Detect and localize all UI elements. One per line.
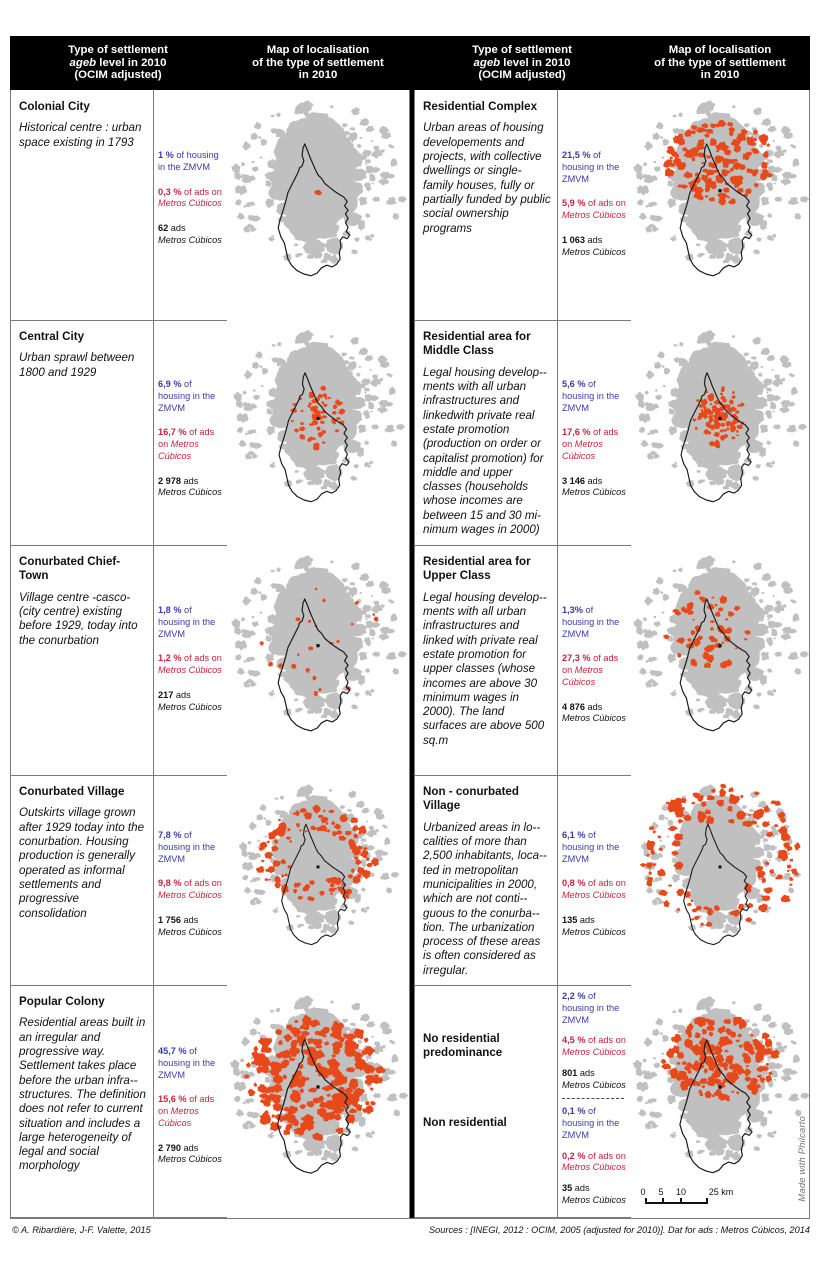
housing-share-value: 5,6 % [562,379,586,389]
city-centre-marker [718,417,721,420]
ads-share-value: 27,3 % [562,653,591,664]
settlement-stats-cell [557,545,631,775]
ads-count-value: 3 146 [562,475,585,486]
urban-footprint-layer [231,555,407,719]
housing-share-value: 2,2 % [562,991,586,1001]
ads-share-value: 0,2 % [562,1150,586,1161]
urban-footprint-layer [233,330,405,490]
housing-share-stat: 5,6 % of housing in the ZMVM [562,379,620,413]
settlement-row [415,90,809,320]
settlement-title: Non - conurbated Village [423,785,519,813]
settlement-map-cell [227,775,409,985]
scale-tick-10: 10 [675,1187,687,1197]
settlement-row [11,985,409,1218]
settlement-info-cell [11,320,153,545]
ads-count-value: 1 063 [562,234,585,245]
settlement-row [415,775,809,985]
city-centre-marker [718,189,721,192]
settlement-stats-cell [153,775,227,985]
table-grid [10,90,810,1218]
footer-divider [10,1218,810,1219]
ads-share-stat: 15,6 % of ads on Metros Cúbicos [158,1094,215,1128]
settlement-description: Urban areas of housing developements and projects, with collective dwellings or single-family houses, fully or partially funded by public social ownership programs [423,121,551,235]
ads-source-label: Metros Cúbicos [562,487,626,498]
housing-share-stat: 1,8 % of housing in the ZMVM [158,605,216,639]
settlement-location-map [631,775,809,985]
settlement-location-map [631,985,809,1218]
scale-bar-labels [639,1187,757,1198]
ads-count-value: 135 [562,914,578,925]
scale-bar-graphic [641,1198,743,1204]
settlement-description: Legal housing develop--ments with all urban infrastructures and linkedwith private real estate promotion (production on order or capitalist promotion) for middle and upper classes (households whose incomes are between 15 and 30 mi-nimum wages in 2000) [423,365,547,537]
ads-count-stat: 2 790 ads Metros Cúbicos [158,1142,222,1165]
settlement-title: Residential Complex [423,100,538,113]
ads-share-stat: 5,9 % of ads on Metros Cúbicos [562,198,626,221]
urban-footprint-layer [633,996,809,1161]
ads-share-stat: 16,7 % of ads on Metros Cúbicos [158,427,215,461]
settlement-title: Conurbated Village [19,785,125,798]
settlement-location-map [227,775,409,985]
settlement-title: Central City [19,330,85,343]
header-type-of-settlement-left: Type of settlement ageb level in 2010 (OCIM adjusted) [68,43,168,82]
settlement-info-cell [415,320,557,545]
ads-share-value: 0,3 % [158,186,182,197]
settlement-map-cell [631,985,809,1218]
settlement-row-combined [415,985,809,1218]
settlement-row [415,320,809,545]
ads-count-value: 4 876 [562,701,585,712]
settlement-row [11,545,409,775]
settlement-stats-cell [557,775,631,985]
housing-share-stat: 1 % of housing in the ZMVM [158,150,219,172]
stats-separator [562,1098,624,1099]
ads-share-stat: 0,8 % of ads on Metros Cúbicos [562,878,626,901]
header-map-of-localisation-right: Map of localisation of the type of settlement in 2010 [654,43,786,82]
settlement-stats-cell [557,90,631,320]
housing-share-stat: 45,7 % of housing in the ZMVM [158,1046,216,1080]
settlement-row [11,320,409,545]
ads-count-value: 62 [158,223,169,234]
housing-share-value: 6,9 % [158,379,182,389]
housing-share-value: 0,1 % [562,1106,586,1117]
ads-share-value: 17,6 % [562,427,591,438]
housing-share-stat: 1,3% of housing in the ZMVM [562,605,620,639]
settlement-info-cell [415,775,557,985]
ads-share-value: 15,6 % [158,1094,187,1105]
ads-count-stat: 3 146 ads Metros Cúbicos [562,475,626,498]
settlement-location-map [227,320,409,545]
ads-count-stat: 135 ads Metros Cúbicos [562,914,626,937]
settlement-map-cell [227,985,409,1218]
urban-footprint-layer [633,555,809,719]
settlement-stats-cell [153,985,227,1218]
header-map-of-localisation-left: Map of localisation of the type of settlement in 2010 [252,43,384,82]
scale-tick-0: 0 [640,1187,646,1197]
header-half-left [10,36,410,90]
ads-count-stat: 1 063 ads Metros Cúbicos [562,234,626,257]
ads-source-label: Metros Cúbicos [158,701,222,712]
settlement-row [415,545,809,775]
settlement-map-cell [631,90,809,320]
ads-source-label: Metros Cúbicos [158,926,222,937]
table-header-band [10,36,810,90]
settlement-title-no-residential-predominance: No residential predominance [423,1032,503,1060]
scale-tick-25: 25 km [708,1187,734,1197]
ads-count-stat: 1 756 ads Metros Cúbicos [158,914,222,937]
ads-share-stat: 0,2 % of ads on Metros Cúbicos [562,1150,626,1173]
ads-count-value: 1 756 [158,914,181,925]
urban-footprint-layer [231,100,407,264]
settlement-location-map [631,90,809,320]
table-right-column [414,90,810,1218]
ads-source-label: Metros Cúbicos [562,713,626,724]
ads-source-label: Metros Cúbicos [158,487,222,498]
watermark-made-with-philcarto: Made with Philcarto [796,1116,807,1202]
housing-share-stat: 2,2 % of housing in the ZMVM [562,991,620,1025]
settlement-info-cell [415,545,557,775]
housing-share-value: 21,5 % [562,150,591,160]
settlement-description: Historical centre : urban space existing in 1793 [19,121,142,149]
ads-share-value: 4,5 % [562,1035,586,1046]
settlement-description: Village centre -casco- (city centre) existing before 1929, today into the conurbation [19,590,138,647]
settlement-title: Popular Colony [19,995,105,1008]
ads-source-label: Metros Cúbicos [562,926,626,937]
settlement-stats-cell [557,320,631,545]
map-scale-bar [639,1187,757,1204]
settlement-location-map [227,545,409,775]
ads-source-label: Metros Cúbicos [562,1194,626,1205]
settlement-title: Colonial City [19,100,90,113]
credit-text: © A. Ribardière, J-F. Valette, 2015 [12,1225,151,1235]
settlement-description: Outskirts village grown after 1929 today into the conurbation. Housing production is generally operated as informal settlements and progressive consolidation [19,806,145,920]
city-centre-marker [718,644,721,647]
ads-count-stat: 2 978 ads Metros Cúbicos [158,475,222,498]
ads-share-stat: 0,3 % of ads on Metros Cúbicos [158,186,222,209]
settlement-location-map [631,545,809,775]
ads-count-value: 801 [562,1067,578,1078]
city-centre-marker [718,1085,721,1088]
housing-share-stat: 6,9 % of housing in the ZMVM [158,379,216,413]
ads-source-label: Metros Cúbicos [158,1154,222,1165]
ads-share-value: 9,8 % [158,878,182,889]
housing-share-stat: 0,1 % of housing in the ZMVM [562,1106,620,1140]
ads-share-value: 1,2 % [158,653,182,664]
housing-share-value: 1,3% [562,605,583,615]
scale-tick-5: 5 [658,1187,664,1197]
ads-share-value: 16,7 % [158,427,187,438]
ads-share-stat: 9,8 % of ads on Metros Cúbicos [158,878,222,901]
settlement-title: Residential area for Middle Class [423,330,531,358]
settlement-title-non-residential: Non residential [423,1116,507,1129]
settlement-map-cell [631,320,809,545]
settlement-location-map [227,90,409,320]
city-centre-marker [316,417,319,420]
settlement-info-cell [11,985,153,1218]
ads-count-stat: 35 ads Metros Cúbicos [562,1183,626,1205]
settlement-description: Legal housing develop--ments with all urban infrastructures and linked with private real estate promotion for upper classes (whose incomes are above 30 minimum wages in 2000). The land surfaces are above 500 sq.m [423,590,547,747]
header-half-right [414,36,810,90]
ads-count-value: 217 [158,689,174,700]
housing-share-value: 1 % [158,150,174,160]
city-centre-marker [719,865,722,868]
ads-share-stat: 27,3 % of ads on Metros Cúbicos [562,653,619,687]
housing-share-stat: 21,5 % of housing in the ZMVM [562,150,620,184]
housing-share-value: 1,8 % [158,605,182,615]
settlement-description: Urban sprawl between 1800 and 1929 [19,351,135,379]
city-centre-marker [316,1085,319,1088]
ads-count-stat: 801 ads Metros Cúbicos [562,1067,626,1090]
settlement-stats-cell [153,545,227,775]
table-left-column [10,90,410,1218]
ads-count-stat: 217 ads Metros Cúbicos [158,689,222,712]
stats-group-non-residential [562,1106,627,1206]
settlement-stats-cell-combined [557,985,631,1218]
ads-source-label: Metros Cúbicos [158,234,222,245]
ads-source-label: Metros Cúbicos [562,1079,626,1090]
sources-text: Sources : [INEGI, 2012 : OCIM, 2005 (adjusted for 2010)]. Dat for ads : Metros Cúbicos, 2014 [429,1225,810,1235]
ads-count-stat: 4 876 ads Metros Cúbicos [562,701,626,724]
settlement-row [11,775,409,985]
ads-share-stat: 17,6 % of ads on Metros Cúbicos [562,427,619,461]
ads-share-stat: 4,5 % of ads on Metros Cúbicos [562,1035,626,1058]
settlement-description: Residential areas built in an irregular and progressive way. Settlement takes place before the urban infra--structures. The definition does not refer to current situation and includes a large heterogeneity of legal and social morphology [19,1016,146,1173]
city-centre-marker [317,865,320,868]
settlement-info-cell [415,90,557,320]
settlement-map-cell [227,545,409,775]
settlement-map-cell [631,545,809,775]
housing-share-stat: 6,1 % of housing in the ZMVM [562,830,620,864]
city-centre-marker [316,644,319,647]
ads-count-value: 35 [562,1183,573,1194]
ads-source-label: Metros Cúbicos [562,246,626,257]
settlement-map-cell [227,90,409,320]
ads-count-value: 2 978 [158,475,181,486]
settlement-info-cell-combined [415,985,557,1218]
settlement-info-cell [11,775,153,985]
ads-count-stat: 62 ads Metros Cúbicos [158,223,222,245]
settlement-info-cell [11,90,153,320]
housing-share-value: 6,1 % [562,830,586,840]
settlement-map-cell [631,775,809,985]
settlement-stats-cell [153,90,227,320]
ads-share-stat: 1,2 % of ads on Metros Cúbicos [158,653,222,676]
housing-share-value: 45,7 % [158,1046,187,1056]
settlement-stats-cell [153,320,227,545]
settlement-map-cell [227,320,409,545]
ads-share-value: 5,9 % [562,198,586,209]
ads-share-value: 0,8 % [562,878,586,889]
settlement-title: Conurbated Chief-Town [19,555,121,583]
settlement-location-map [227,985,409,1218]
header-type-of-settlement-right: Type of settlement ageb level in 2010 (OCIM adjusted) [472,43,572,82]
settlement-row [11,90,409,320]
housing-share-stat: 7,8 % of housing in the ZMVM [158,830,216,864]
housing-share-value: 7,8 % [158,830,182,840]
ads-count-value: 2 790 [158,1142,181,1153]
settlement-location-map [631,320,809,545]
stats-group-no-residential-predominance [562,991,627,1091]
settlement-description: Urbanized areas in lo--calities of more than 2,500 inhabitants, loca--ted in metropolitan municipalities in 2000, which are not conti--guous to the conurba--tion. The urbanization process of these areas is often considered as irregular. [423,820,547,977]
settlement-info-cell [11,545,153,775]
settlement-title: Residential area for Upper Class [423,555,531,583]
urban-footprint-layer [641,784,802,934]
